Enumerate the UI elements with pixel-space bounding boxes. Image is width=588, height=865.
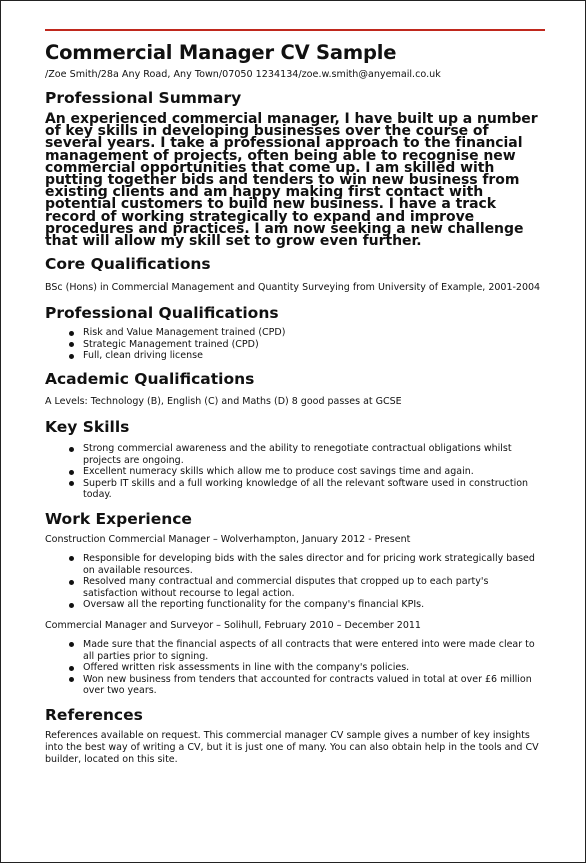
list-item: Strong commercial awareness and the ability to renegotiate contractual obligations whilst projects are ongoing. — [83, 443, 550, 466]
list-item: Responsible for developing bids with the sales director and for pricing work strategically based on available resources. — [83, 553, 550, 576]
list-item: Risk and Value Management trained (CPD) — [83, 327, 550, 339]
accent-rule — [45, 29, 545, 31]
list-item: Offered written risk assessments in line with the company's policies. — [83, 662, 550, 674]
list-item: Excellent numeracy skills which allow me to produce cost savings time and again. — [83, 466, 550, 478]
cv-title: Commercial Manager CV Sample — [45, 41, 397, 64]
list-item: Resolved many contractual and commercial disputes that cropped up to each party's satisfaction without recourse to legal action. — [83, 576, 550, 599]
job-list — [45, 553, 550, 611]
skills-heading: Key Skills — [45, 418, 130, 437]
skills-list — [45, 443, 550, 501]
cv-content — [45, 39, 550, 766]
academic-text: A Levels: Technology (B), English (C) and Maths (D) 8 good passes at GCSE — [45, 396, 402, 408]
list-item: Won new business from tenders that accounted for contracts valued in total at over £6 million over two years. — [83, 674, 550, 697]
work-heading: Work Experience — [45, 509, 192, 528]
professional-list — [45, 327, 550, 362]
professional-heading: Professional Qualifications — [45, 304, 279, 323]
core-heading: Core Qualifications — [45, 255, 211, 274]
summary-heading: Professional Summary — [45, 89, 242, 107]
contact-line: /Zoe Smith/28a Any Road, Any Town/07050 1234134/zoe.w.smith@anyemail.co.uk — [45, 69, 441, 80]
academic-heading: Academic Qualifications — [45, 370, 255, 389]
job-list — [45, 639, 550, 697]
references-heading: References — [45, 705, 143, 724]
references-text: References available on request. This commercial manager CV sample gives a number of key insights into the best way of writing a CV, but it is just one of many. You can also obtain help in the tools and CV builder, located on this site. — [45, 729, 539, 765]
job-title: Construction Commercial Manager – Wolverhampton, January 2012 - Present — [45, 533, 411, 545]
summary-text: An experienced commercial manager, I have built up a number of key skills in developing businesses over the course of several years. I take a professional approach to the financial management of projects, often being able to recognise new commercial opportunities that come up. I am skilled with putting together bids and tenders to win new business from existing clients and am happy making first contact with potential customers to build new business. I have a track record of working strategically to expand and improve procedures and practices. I am now seeking a new challenge that will allow my skill set to grow even further. — [45, 111, 538, 250]
list-item: Superb IT skills and a full working knowledge of all the relevant software used in construction today. — [83, 478, 550, 501]
job-title: Commercial Manager and Surveyor – Solihull, February 2010 – December 2011 — [45, 619, 421, 631]
list-item: Strategic Management trained (CPD) — [83, 339, 550, 351]
list-item: Full, clean driving license — [83, 350, 550, 362]
core-text: BSc (Hons) in Commercial Management and Quantity Surveying from University of Example, 2001-2004 — [45, 282, 541, 294]
list-item: Oversaw all the reporting functionality for the company's financial KPIs. — [83, 599, 550, 611]
list-item: Made sure that the financial aspects of all contracts that were entered into were made clear to all parties prior to signing. — [83, 639, 550, 662]
